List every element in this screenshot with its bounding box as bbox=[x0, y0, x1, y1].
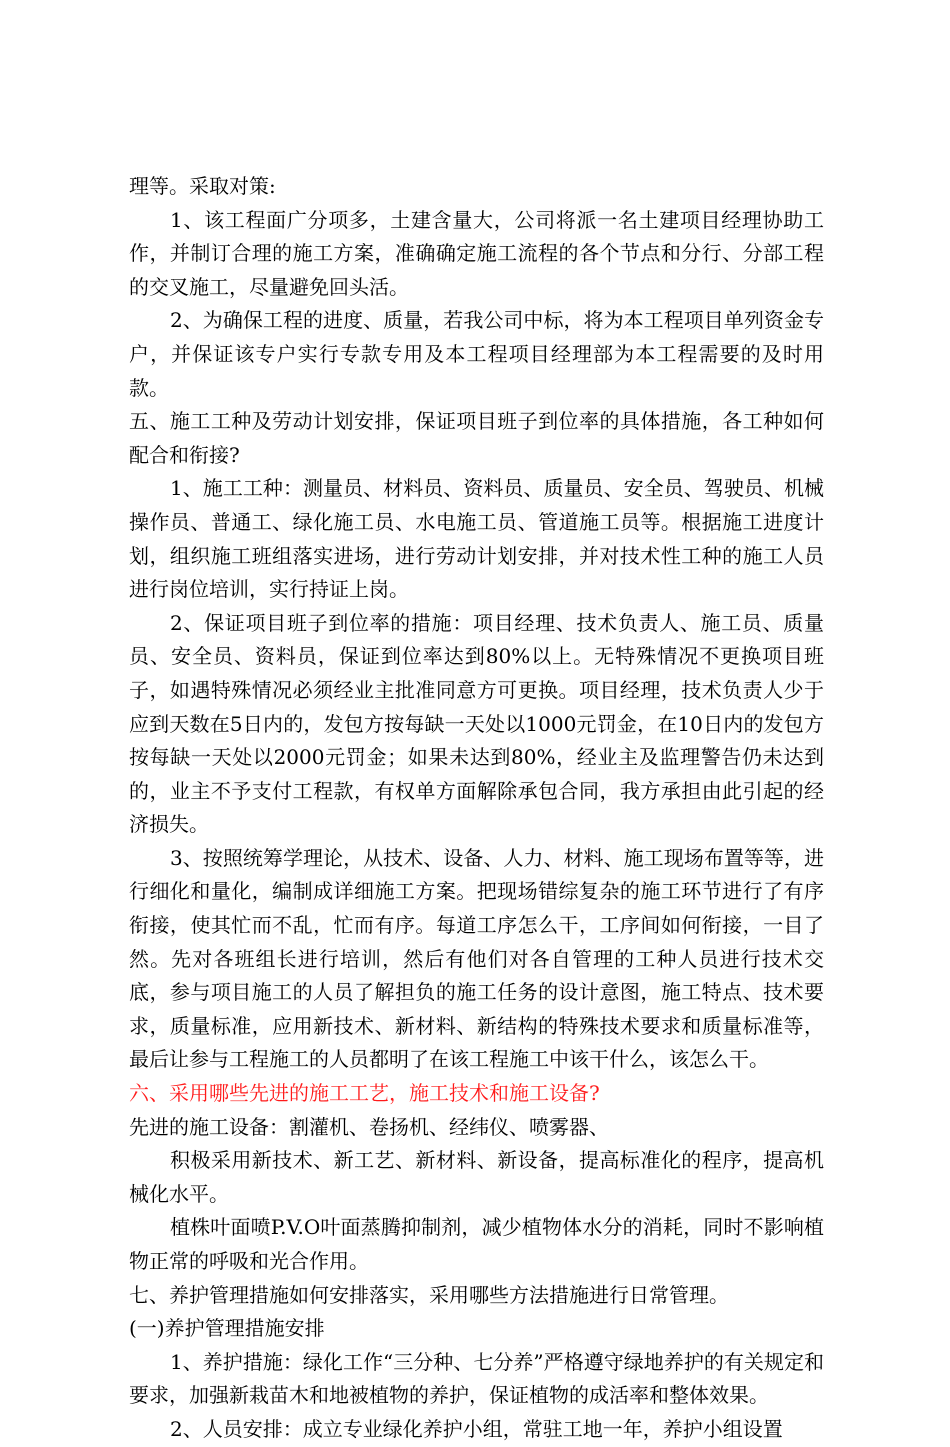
paragraph-labor-types: 1、施工工种：测量员、材料员、资料员、质量员、安全员、驾驶员、机械操作员、普通工、绿化施工员、水电施工员、管道施工员等。根据施工进度计划，组织施工班组落实进场，进行劳动计划安排，并对技术性工种的施工人员进行岗位培训，实行持证上岗。 bbox=[129, 476, 824, 602]
paragraph-new-technology: 积极采用新技术、新工艺、新材料、新设备，提高标准化的程序，提高机械化水平。 bbox=[129, 1148, 824, 1206]
paragraph-countermeasure-1: 1、该工程面广分项多，土建含量大，公司将派一名土建项目经理协助工作，并制订合理的施工方案，准确确定施工流程的各个节点和分行、分部工程的交叉施工，尽量避免回头活。 bbox=[129, 207, 824, 299]
document-page bbox=[129, 170, 824, 1447]
paragraph-team-attendance: 2、保证项目班子到位率的措施：项目经理、技术负责人、施工员、质量员、安全员、资料员，保证到位率达到80%以上。无特殊情况不更换项目班子，如遇特殊情况必须经业主批准同意方可更换。项目经理，技术负责人少于应到天数在5日内的，发包方按每缺一天处以1000元罚金，在10日内的发包方按每缺一天处以2000元罚金；如果未达到80%，经业主及监理警告仍未达到的，业主不予支付工程款，有权单方面解除承包合同，我方承担由此引起的经济损失。 bbox=[129, 610, 824, 837]
subheading-maintenance-arrangement: (一)养护管理措施安排 bbox=[129, 1316, 325, 1341]
paragraph-staffing: 2、人员安排：成立专业绿化养护小组，常驻工地一年，养护小组设置 bbox=[170, 1416, 783, 1441]
paragraph-continuation: 理等。采取对策: bbox=[129, 174, 276, 198]
paragraph-maintenance-measures: 1、养护措施：绿化工作“三分种、七分养”严格遵守绿地养护的有关规定和要求，加强新栽苗木和地被植物的养护，保证植物的成活率和整体效果。 bbox=[129, 1349, 824, 1408]
heading-section-7: 七、养护管理措施如何安排落实，采用哪些方法措施进行日常管理。 bbox=[129, 1282, 729, 1307]
paragraph-advanced-equipment: 先进的施工设备：割灌机、卷扬机、经纬仪、喷雾器、 bbox=[129, 1114, 609, 1139]
paragraph-coordination: 3、按照统筹学理论，从技术、设备、人力、材料、施工现场布置等等，进行细化和量化，编制成详细施工方案。把现场错综复杂的施工环节进行了有序衔接，使其忙而不乱，忙而有序。每道工序怎么干，工序间如何衔接，一目了然。先对各班组长进行培训，然后有他们对各自管理的工种人员进行技术交底，参与项目施工的人员了解担负的施工任务的设计意图，施工特点、技术要求，质量标准，应用新技术、新材料、新结构的特殊技术要求和质量标准等，最后让参与工程施工的人员都明了在该工程施工中该干什么，该怎么干。 bbox=[129, 845, 824, 1072]
heading-section-5: 五、施工工种及劳动计划安排，保证项目班子到位率的具体措施，各工种如何配合和衔接? bbox=[129, 409, 824, 467]
paragraph-countermeasure-2: 2、为确保工程的进度、质量，若我公司中标，将为本工程项目单列资金专户，并保证该专户实行专款专用及本工程项目经理部为本工程需要的及时用款。 bbox=[129, 308, 824, 400]
paragraph-pvo-spray: 植株叶面喷P.V.O叶面蒸腾抑制剂，减少植物体水分的消耗，同时不影响植物正常的呼吸和光合作用。 bbox=[129, 1215, 824, 1273]
heading-section-6: 六、采用哪些先进的施工工艺，施工技术和施工设备? bbox=[129, 1081, 600, 1106]
